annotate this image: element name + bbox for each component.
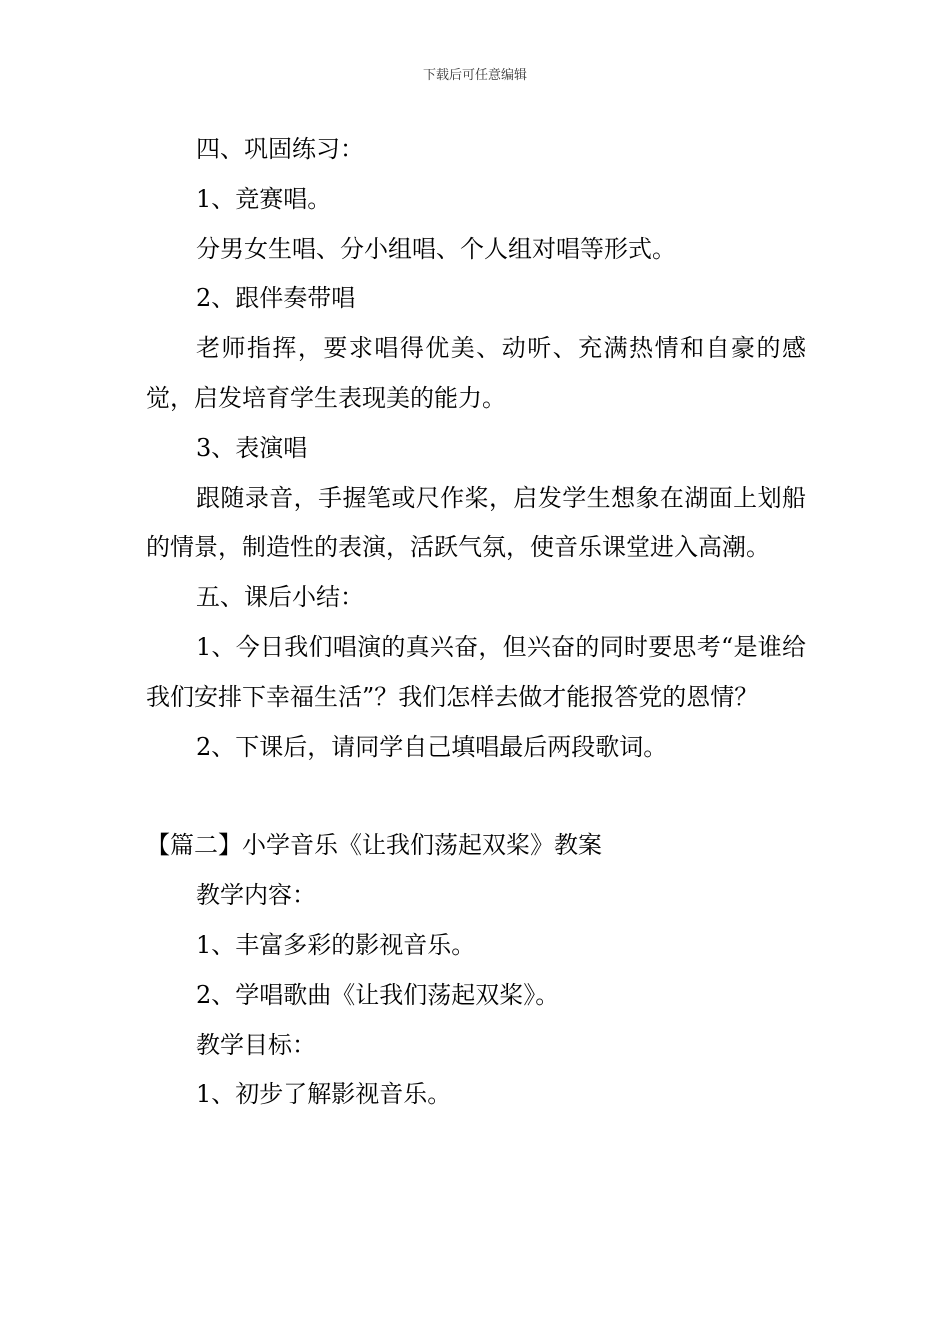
paragraph: 1、今日我们唱演的真兴奋，但兴奋的同时要思考“是谁给我们安排下幸福生活”？我们怎样去做才能报答党的恩情？ xyxy=(146,632,806,711)
heading-teaching-goals: 教学目标： xyxy=(196,1030,316,1059)
paragraph: 1、丰富多彩的影视音乐。 xyxy=(196,930,476,959)
document-body xyxy=(146,125,806,1120)
paragraph: 3、表演唱 xyxy=(196,433,308,462)
heading-consolidation-practice: 四、巩固练习： xyxy=(196,135,364,163)
paragraph: 老师指挥，要求唱得优美、动听、充满热情和自豪的感觉，启发培育学生表现美的能力。 xyxy=(146,334,806,412)
paragraph: 1、初步了解影视音乐。 xyxy=(196,1080,452,1109)
section-spacer xyxy=(146,772,806,821)
heading-lesson-summary: 五、课后小结： xyxy=(196,583,364,612)
paragraph: 2、学唱歌曲《让我们荡起双桨》。 xyxy=(196,980,560,1009)
paragraph: 2、跟伴奏带唱 xyxy=(196,284,356,313)
heading-teaching-content: 教学内容： xyxy=(196,881,316,910)
section-two-title: 【篇二】小学音乐《让我们荡起双桨》教案 xyxy=(146,831,602,860)
paragraph: 1、竞赛唱。 xyxy=(196,184,332,213)
paragraph: 2、下课后，请同学自己填唱最后两段歌词。 xyxy=(196,732,668,761)
paragraph: 跟随录音，手握笔或尺作桨，启发学生想象在湖面上划船的情景，制造性的表演，活跃气氛，使音乐课堂进入高潮。 xyxy=(146,483,806,562)
paragraph: 分男女生唱、分小组唱、个人组对唱等形式。 xyxy=(196,234,676,263)
page-header: 下载后可任意编辑 xyxy=(422,68,527,83)
